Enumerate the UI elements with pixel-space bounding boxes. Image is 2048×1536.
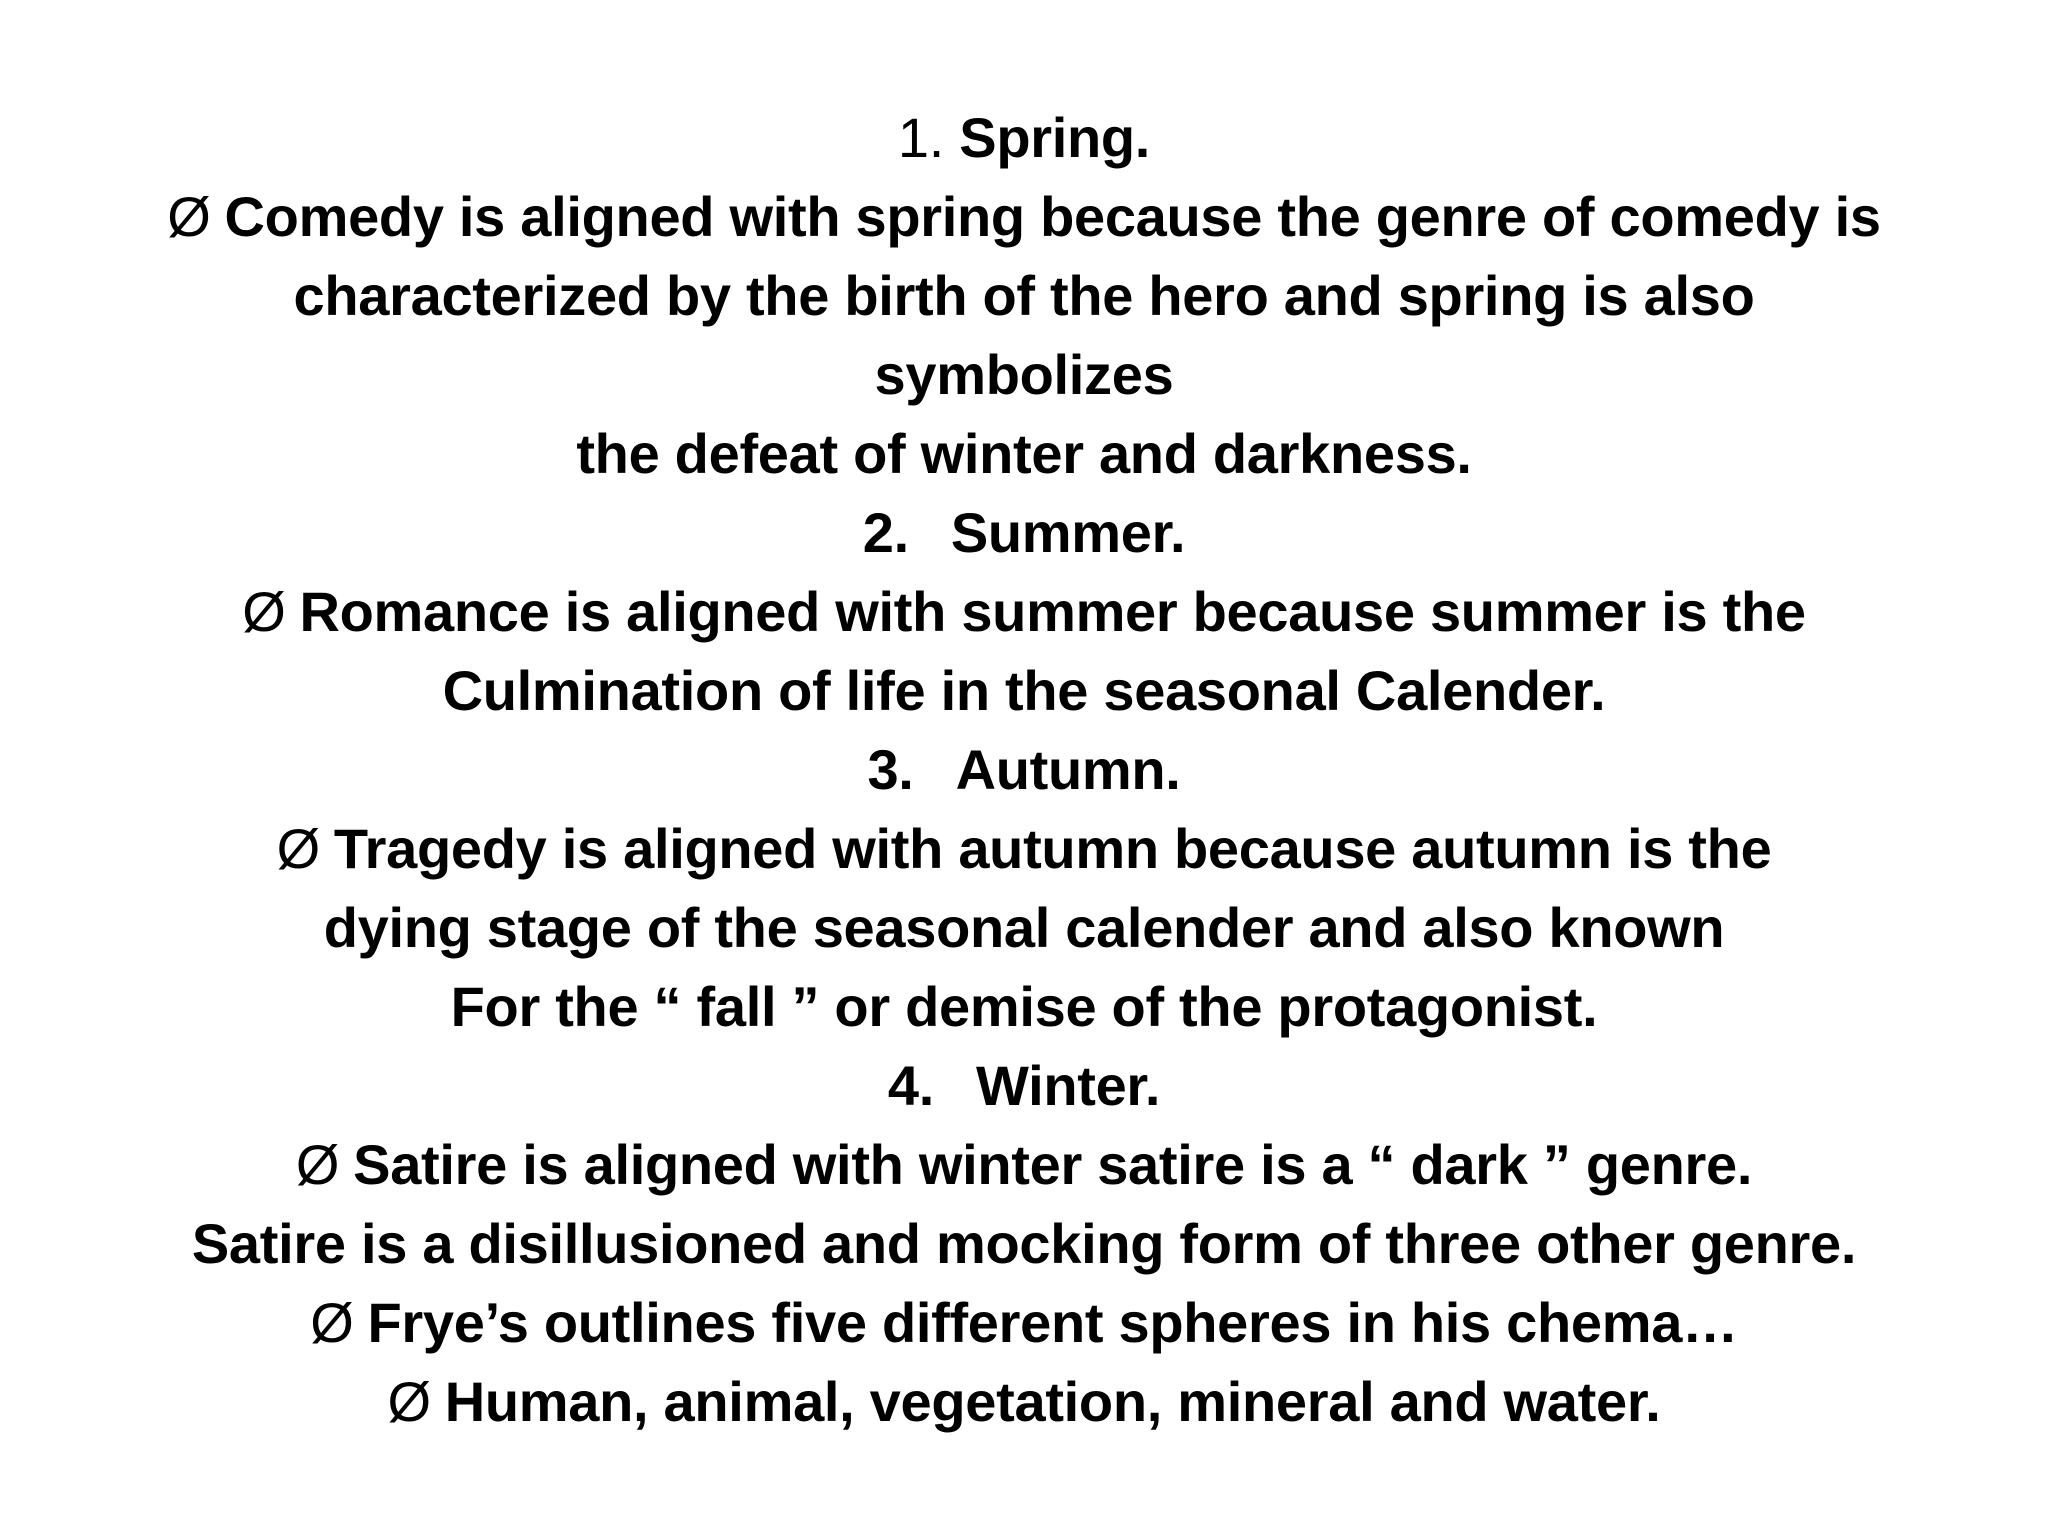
autumn-number: 3. bbox=[867, 738, 914, 801]
winter-heading-text: Winter. bbox=[976, 1054, 1161, 1117]
spring-point-line-1: Comedy is aligned with spring because the genre of comedy is bbox=[224, 185, 1881, 248]
bullet-icon: Ø bbox=[295, 1133, 340, 1196]
spring-heading-text: Spring. bbox=[959, 106, 1151, 169]
spring-point bbox=[80, 177, 1968, 256]
spheres-list-point bbox=[80, 1362, 1968, 1441]
spheres-point bbox=[80, 1283, 1968, 1362]
spring-heading bbox=[80, 98, 1968, 177]
bullet-icon: Ø bbox=[276, 817, 320, 880]
autumn-point-line-2: dying stage of the seasonal calender and also known bbox=[323, 896, 1725, 959]
autumn-heading-text: Autumn. bbox=[955, 738, 1181, 801]
slide-body bbox=[80, 98, 1968, 1441]
summer-point bbox=[80, 572, 1968, 651]
bullet-icon: Ø bbox=[310, 1291, 354, 1354]
summer-point-line-2: Culmination of life in the seasonal Calender. bbox=[442, 659, 1606, 722]
spheres-point-line-1: Frye’s outlines five different spheres in his chema… bbox=[367, 1291, 1738, 1354]
summer-heading bbox=[80, 493, 1968, 572]
winter-point bbox=[80, 1125, 1968, 1204]
spring-number: 1. bbox=[897, 106, 945, 169]
spheres-list-line-1: Human, animal, vegetation, mineral and water. bbox=[444, 1370, 1661, 1433]
autumn-heading bbox=[80, 730, 1968, 809]
winter-point-line-2: Satire is a disillusioned and mocking form of three other genre. bbox=[191, 1212, 1857, 1275]
summer-number: 2. bbox=[862, 501, 909, 564]
winter-heading bbox=[80, 1046, 1968, 1125]
winter-point-line-1: Satire is aligned with winter satire is a “ dark ” genre. bbox=[353, 1133, 1753, 1196]
autumn-point bbox=[80, 809, 1968, 888]
winter-number: 4. bbox=[887, 1054, 934, 1117]
summer-heading-text: Summer. bbox=[950, 501, 1186, 564]
summer-point-line-1: Romance is aligned with summer because summer is the bbox=[299, 580, 1806, 643]
spring-point-line-3: symbolizes bbox=[874, 343, 1174, 406]
autumn-point-line-3: For the “ fall ” or demise of the protagonist. bbox=[450, 975, 1598, 1038]
autumn-point-line-1: Tragedy is aligned with autumn because autumn is the bbox=[333, 817, 1772, 880]
spring-point-line-4: the defeat of winter and darkness. bbox=[576, 422, 1472, 485]
spring-point-line-2: characterized by the birth of the hero and spring is also bbox=[293, 264, 1755, 327]
bullet-icon: Ø bbox=[167, 185, 211, 248]
bullet-icon: Ø bbox=[242, 580, 286, 643]
bullet-icon: Ø bbox=[387, 1370, 431, 1433]
